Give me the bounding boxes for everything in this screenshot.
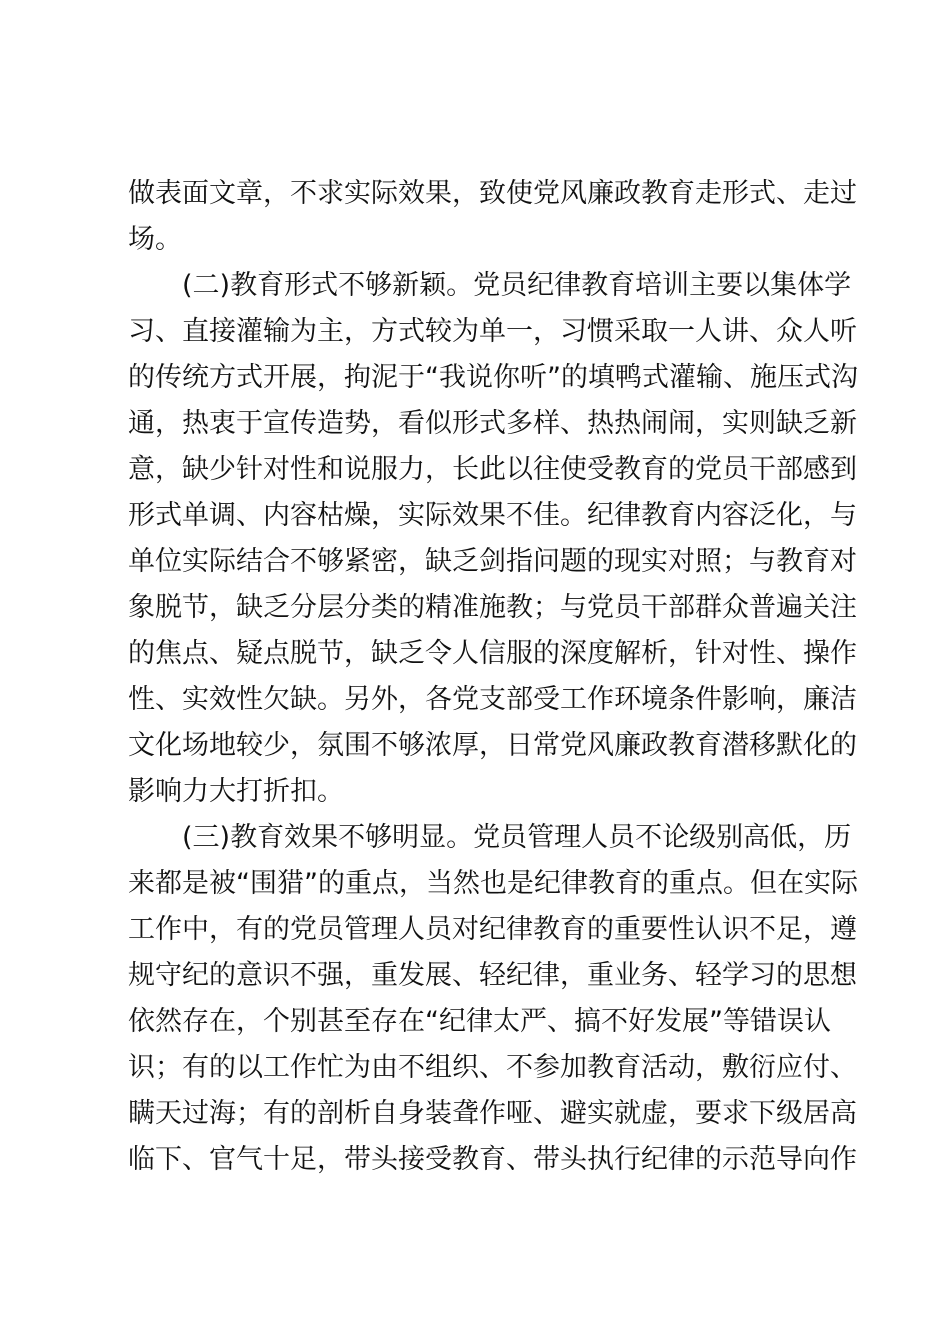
- text-line: 通，热衷于宣传造势，看似形式多样、热热闹闹，实则缺乏新: [128, 408, 857, 439]
- text-line: 识；有的以工作忙为由不组织、不参加教育活动，敷衍应付、: [128, 1052, 857, 1083]
- text-line: 工作中，有的党员管理人员对纪律教育的重要性认识不足，遵: [128, 914, 857, 945]
- text-line: 形式单调、内容枯燥，实际效果不佳。纪律教育内容泛化，与: [128, 500, 857, 531]
- text-line: 习、直接灌输为主，方式较为单一，习惯采取一人讲、众人听: [128, 316, 857, 347]
- text-line: 意，缺少针对性和说服力，长此以往使受教育的党员干部感到: [128, 454, 857, 485]
- text-line: 临下、官气十足，带头接受教育、带头执行纪律的示范导向作: [128, 1144, 857, 1175]
- text-line: 场。: [128, 224, 182, 255]
- text-line: 规守纪的意识不强，重发展、轻纪律，重业务、轻学习的思想: [128, 960, 857, 991]
- text-line: 单位实际结合不够紧密，缺乏剑指问题的现实对照；与教育对: [128, 546, 857, 577]
- text-line: 的焦点、疑点脱节，缺乏令人信服的深度解析，针对性、操作: [128, 638, 857, 669]
- text-line: 文化场地较少，氛围不够浓厚，日常党风廉政教育潜移默化的: [128, 730, 857, 761]
- text-line: 依然存在，个别甚至存在“纪律太严、搞不好发展”等错误认: [128, 1006, 831, 1037]
- text-line: 做表面文章，不求实际效果，致使党风廉政教育走形式、走过: [128, 178, 857, 209]
- text-line: 瞒天过海；有的剖析自身装聋作哑、避实就虚，要求下级居高: [128, 1098, 857, 1129]
- paragraph-heading-line: (三)教育效果不够明显。党员管理人员不论级别高低，历: [182, 822, 852, 853]
- text-line: 来都是被“围猎”的重点，当然也是纪律教育的重点。但在实际: [128, 868, 858, 899]
- text-line: 影响力大打折扣。: [128, 776, 344, 807]
- text-line: 象脱节，缺乏分层分类的精准施教；与党员干部群众普遍关注: [128, 592, 857, 623]
- text-line: 性、实效性欠缺。另外，各党支部受工作环境条件影响，廉洁: [128, 684, 857, 715]
- paragraph-heading-line: (二)教育形式不够新颖。党员纪律教育培训主要以集体学: [182, 270, 852, 301]
- text-line: 的传统方式开展，拘泥于“我说你听”的填鸭式灌输、施压式沟: [128, 362, 858, 393]
